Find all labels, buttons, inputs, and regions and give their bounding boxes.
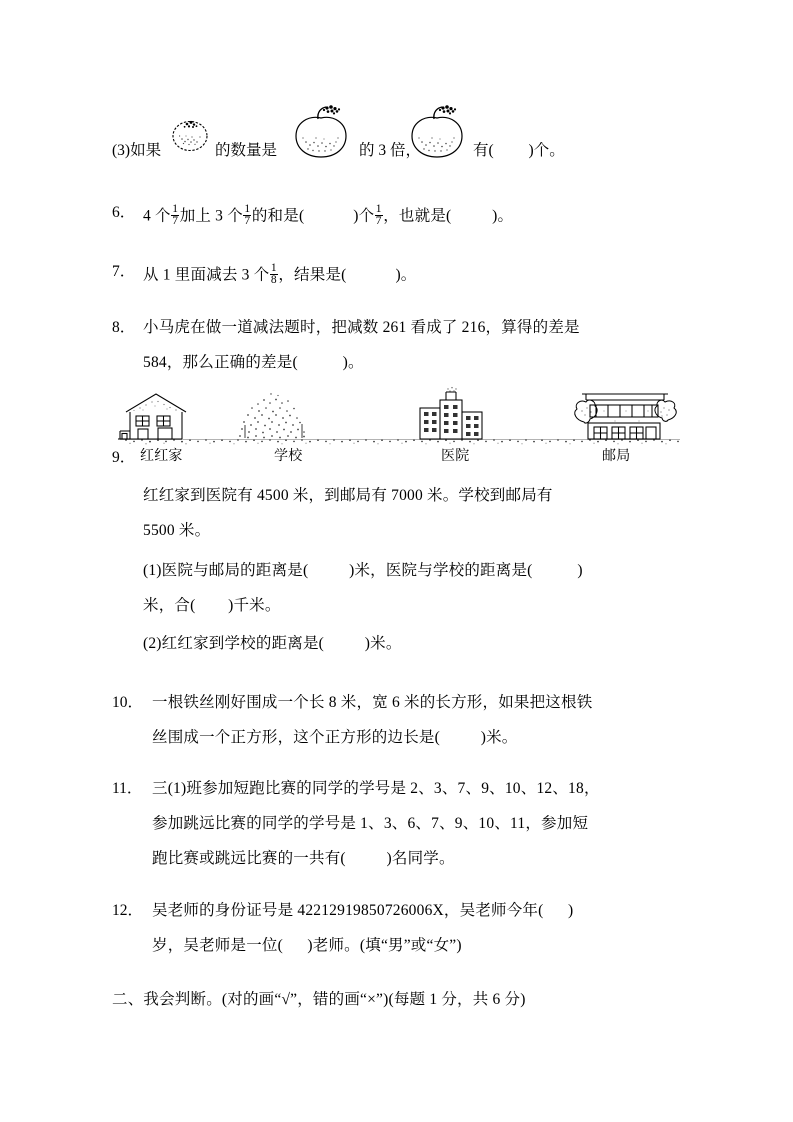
q6-text-a: 4 个 [143, 207, 171, 225]
q9-blank-4[interactable] [324, 636, 365, 652]
question-8-line-2[interactable] [143, 355, 364, 371]
q11-text-a: 跑比赛或跳远比赛的一共有( [152, 850, 346, 867]
q9-sub2-text-b: )米。 [364, 635, 402, 652]
q9-sub1-text-e: )千米。 [228, 597, 281, 614]
q10-text-a: 丝围成一个正方形，这个正方形的边长是( [152, 729, 440, 746]
q6-text-b: 加上 3 个 [179, 207, 243, 225]
map-label-school: 学校 [274, 449, 303, 464]
q7-blank[interactable] [347, 268, 396, 284]
hospital-windows [424, 405, 479, 436]
section-two-heading: 二、我会判断。(对的画“√”，错的画“×”)(每题 1 分，共 6 分) [112, 991, 526, 1008]
question-10-line-1: 一根铁丝刚好围成一个长 8 米，宽 6 米的长方形，如果把这根铁 [152, 694, 593, 711]
question-3-number: (3)如果 [112, 142, 162, 159]
question-10-line-2[interactable] [152, 730, 517, 746]
fraction-one-seventh: $\frac{1}{7}$ [172, 202, 179, 228]
question-9-sub2[interactable] [143, 636, 402, 652]
question-8-number: 8． [112, 319, 136, 336]
q9-sub1-text-c: ) [577, 562, 583, 579]
q12-blank-1[interactable] [543, 903, 567, 919]
question-6-number: 6． [112, 204, 136, 221]
q6-blank-1[interactable] [304, 209, 353, 225]
q9-sub1-text-d: 米，合( [143, 597, 196, 614]
q12-blank-2[interactable] [283, 938, 307, 954]
q8-blank[interactable] [298, 355, 343, 371]
question-10-number: 10． [112, 694, 144, 711]
map-label-hospital: 医院 [441, 449, 470, 464]
q12-text-d: )老师。(填“男”或“女”) [307, 937, 462, 954]
question-9-sub1-line-2[interactable] [143, 598, 281, 614]
house-icon [118, 394, 186, 439]
q8-text-a: 584，那么正确的差是( [143, 354, 298, 371]
fraction-one-seventh: $\frac{1}{7}$ [244, 202, 251, 228]
hospital-icon [420, 392, 482, 439]
fraction-one-eighth: $\frac{1}{8}$ [270, 261, 277, 287]
apple-icon [288, 100, 354, 162]
question-8-line-1: 小马虎在做一道减法题时，把减数 261 看成了 216，算得的差是 [143, 319, 580, 336]
q10-text-b: )米。 [480, 729, 518, 746]
q11-blank[interactable] [346, 851, 387, 867]
question-7-number: 7． [112, 263, 136, 280]
q6-text-c: 的和是( [251, 207, 305, 225]
q7-text-c: )。 [395, 266, 417, 284]
q11-text-b: )名同学。 [386, 850, 455, 867]
q12-text-a: 吴老师的身份证号是 42212919850726006X，吴老师今年( [152, 902, 544, 919]
q6-text-e: ，也就是( [383, 207, 452, 225]
question-9-sub1-line-1[interactable] [143, 563, 583, 579]
q7-text-b: ，结果是( [278, 266, 347, 284]
map-label-home: 红红家 [140, 449, 183, 464]
question-3-answer-blank[interactable]: 有( )个。 [473, 142, 565, 159]
school-icon [239, 393, 305, 438]
question-9-body-line-2: 5500 米。 [143, 522, 211, 539]
q9-sub1-text-a: (1)医院与邮局的距离是( [143, 562, 309, 579]
question-3-text-b: 的 3 倍， [359, 142, 422, 159]
q9-blank-2[interactable] [533, 563, 578, 579]
q8-text-b: )。 [342, 354, 364, 371]
q12-text-c: 岁，吴老师是一位( [152, 937, 283, 954]
q9-sub2-text-a: (2)红红家到学校的距离是( [143, 635, 325, 652]
q9-blank-3[interactable] [195, 598, 228, 614]
apple-icon [404, 100, 470, 162]
small-round-fruit-icon [167, 110, 213, 154]
question-11-line-1: 三(1)班参加短跑比赛的同学的学号是 2、3、7、9、10、12、18， [152, 780, 600, 797]
question-12-number: 12． [112, 902, 144, 919]
question-11-line-2: 参加跳远比赛的同学的学号是 1、3、6、7、9、10、11，参加短 [152, 815, 589, 832]
question-11-line-3[interactable] [152, 851, 455, 867]
question-9-body-line-1: 红红家到医院有 4500 米，到邮局有 7000 米。学校到邮局有 [143, 487, 553, 504]
fraction-one-seventh: $\frac{1}{7}$ [375, 202, 382, 228]
q6-blank-2[interactable] [451, 209, 492, 225]
q9-sub1-text-b: )米，医院与学校的距离是( [349, 562, 533, 579]
distance-map-illustration [112, 378, 690, 460]
question-12-line-1[interactable] [152, 903, 573, 919]
question-11-number: 11． [112, 780, 143, 797]
q9-blank-1[interactable] [308, 563, 349, 579]
q12-text-b: ) [567, 902, 574, 919]
question-12-line-2[interactable] [152, 938, 462, 954]
road-line [120, 439, 680, 444]
question-7-body[interactable] [143, 261, 417, 288]
q6-text-f: )。 [492, 207, 514, 225]
question-9-number: 9． [112, 449, 136, 466]
q7-text-a: 从 1 里面减去 3 个 [143, 266, 270, 284]
q6-text-d: )个 [353, 207, 375, 225]
question-6-body[interactable] [143, 202, 514, 229]
question-3-text-a: 的数量是 [215, 142, 278, 159]
q10-blank[interactable] [440, 730, 481, 746]
map-label-post-office: 邮局 [602, 449, 631, 464]
